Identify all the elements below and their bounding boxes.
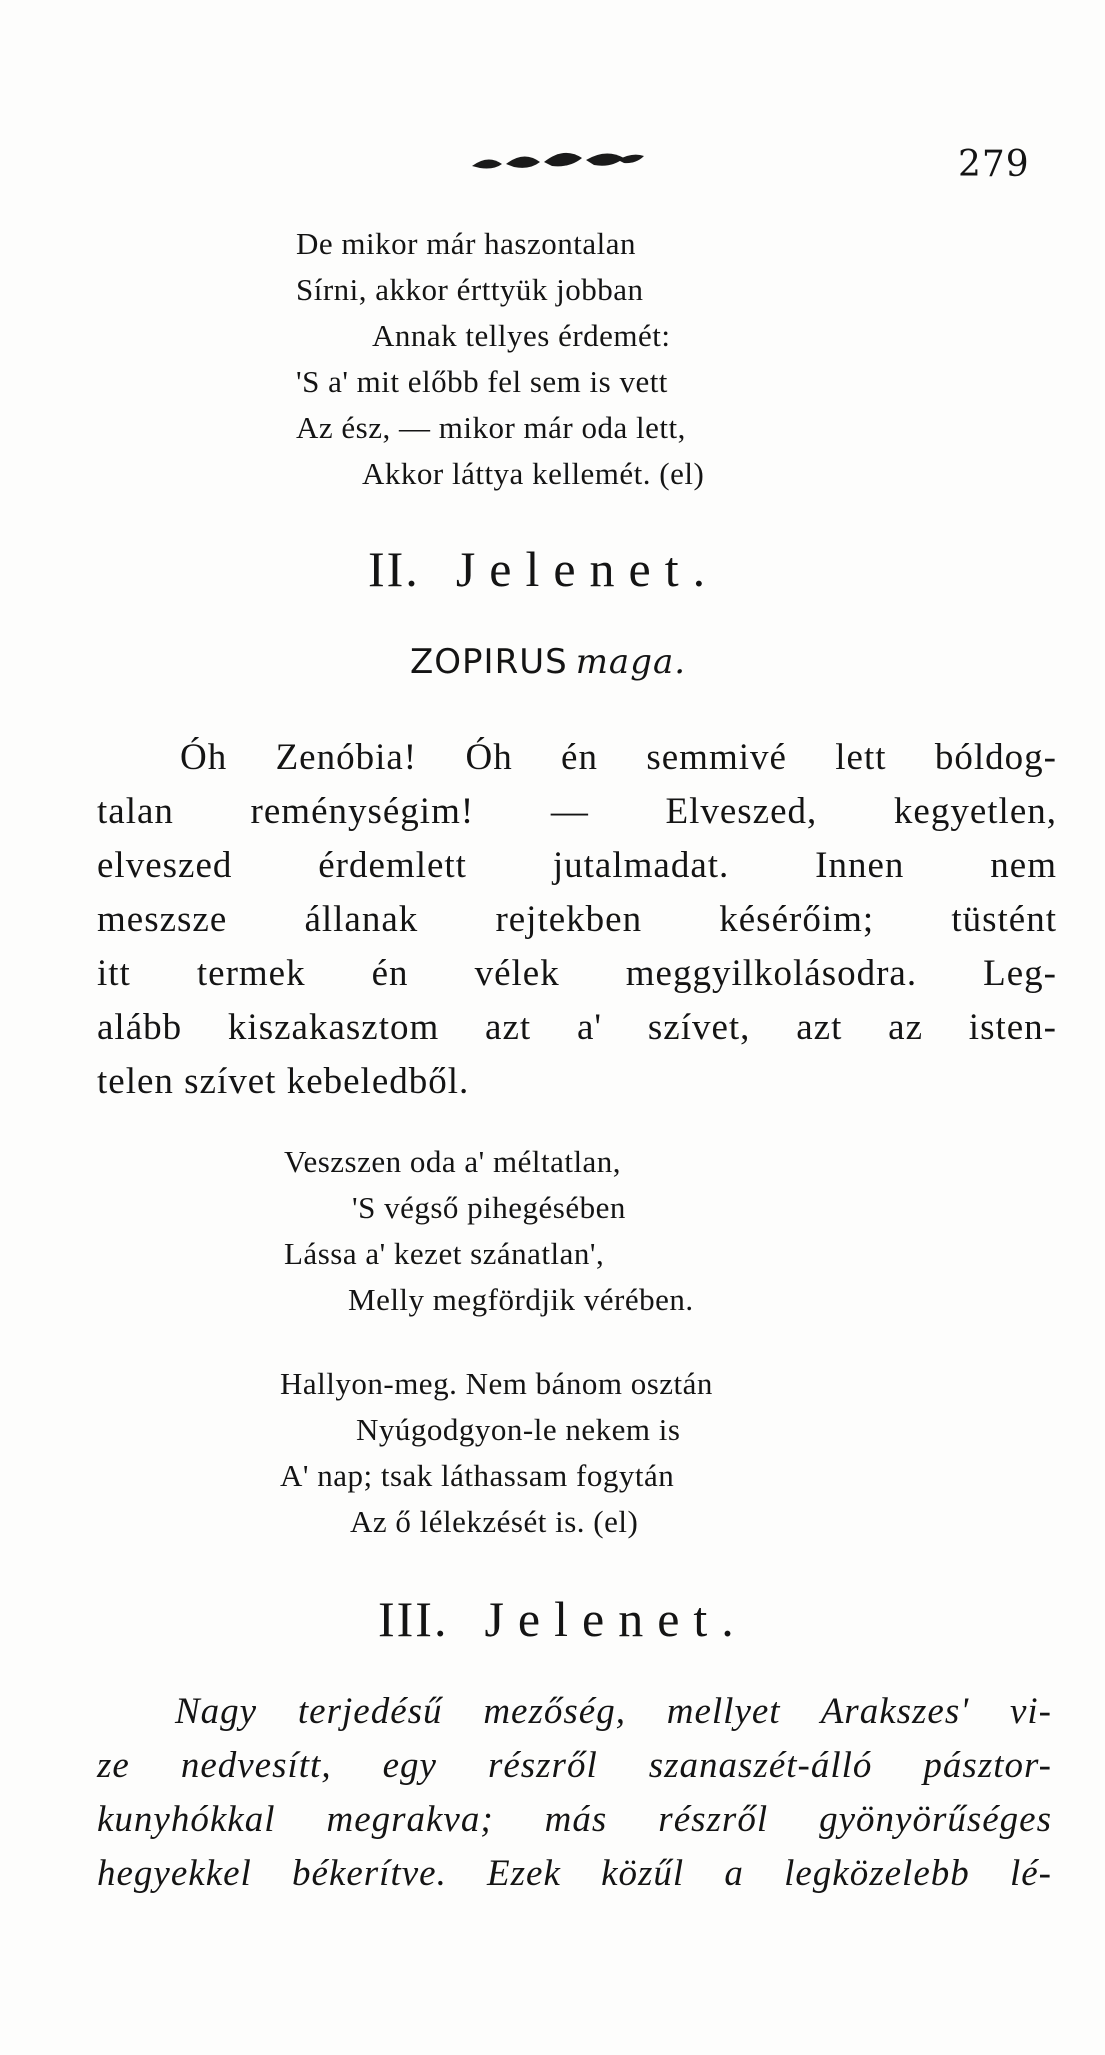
stage-direction-line: hegyekkel békerítve. Ezek közűl a legközelebb lé-: [97, 1853, 1052, 1894]
scene-heading: [378, 1590, 748, 1648]
verse-line: Lássa a' kezet szánatlan',: [284, 1236, 605, 1271]
ornament-divider-icon: [468, 144, 648, 174]
verse-line: 'S a' mit előbb fel sem is vett: [296, 364, 668, 399]
prose-line: Óh Zenóbia! Óh én semmivé lett bóldog-: [180, 737, 1057, 778]
scene-heading: [368, 540, 719, 598]
verse-line: Akkor láttya kellemét. (el): [362, 456, 705, 491]
verse-line: Hallyon-meg. Nem bánom osztán: [280, 1366, 713, 1401]
verse-line: 'S végső pihegésében: [352, 1190, 626, 1225]
speaker-name: ZOPIRUS: [410, 642, 568, 682]
verse-line: Sírni, akkor érttyük jobban: [296, 272, 644, 307]
prose-line: telen szívet kebeledből.: [97, 1061, 470, 1102]
scene-word: Jelenet.: [455, 541, 720, 597]
verse-line: Az ő lélekzését is. (el): [350, 1504, 639, 1539]
speaker-line: [410, 642, 686, 682]
stage-direction-line: ze nedvesítt, egy részről szanaszét-álló pásztor-: [97, 1745, 1052, 1786]
prose-line: talan reménységim! — Elveszed, kegyetlen,: [97, 791, 1057, 832]
scene-number: II.: [368, 541, 420, 597]
verse-line: Nyúgodgyon-le nekem is: [356, 1412, 681, 1447]
stage-direction-line: kunyhókkal megrakva; más részről gyönyörűséges: [97, 1799, 1052, 1840]
scene-number: III.: [378, 1591, 449, 1647]
scene-word: Jelenet.: [484, 1591, 748, 1647]
verse-line: Veszszen oda a' méltatlan,: [284, 1144, 622, 1179]
stage-direction-line: Nagy terjedésű mezőség, mellyet Arakszes' vi-: [175, 1691, 1052, 1732]
verse-line: A' nap; tsak láthassam fogytán: [280, 1458, 675, 1493]
prose-line: alább kiszakasztom azt a' szívet, azt az isten-: [97, 1007, 1057, 1048]
verse-line: De mikor már haszontalan: [296, 226, 636, 261]
page-number: 279: [958, 144, 1030, 185]
prose-line: itt termek én vélek meggyilkolásodra. Leg-: [97, 953, 1057, 994]
speaker-note: maga.: [575, 642, 687, 682]
prose-line: meszsze állanak rejtekben késérőim; tüstént: [97, 899, 1057, 940]
verse-line: Az ész, — mikor már oda lett,: [296, 410, 686, 445]
verse-line: Melly megfördjik vérében.: [348, 1282, 694, 1317]
verse-line: Annak tellyes érdemét:: [372, 318, 671, 353]
prose-line: elveszed érdemlett jutalmadat. Innen nem: [97, 845, 1057, 886]
